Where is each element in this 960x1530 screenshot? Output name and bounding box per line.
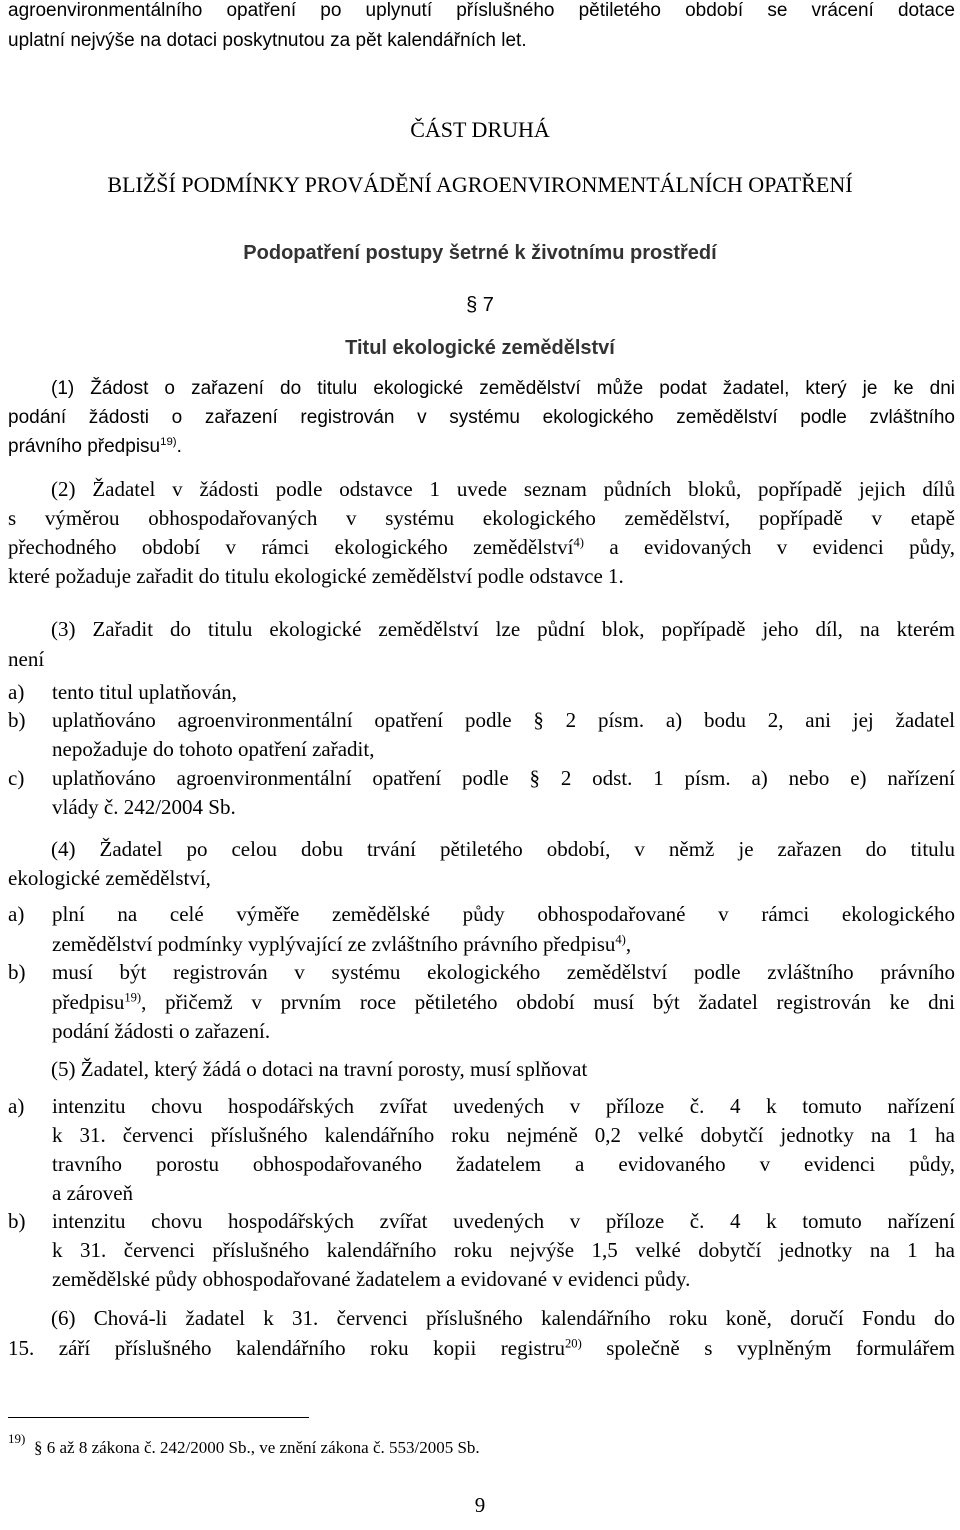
section-number: § 7 <box>466 294 494 316</box>
part-title: BLIŽŠÍ PODMÍNKY PROVÁDĚNÍ AGROENVIRONMENTÁLNÍCH OPATŘENÍ <box>107 172 853 197</box>
p3-line-2: není <box>8 647 45 671</box>
footnote-mark: 19) <box>8 1431 26 1446</box>
p1-line-1: (1) Žádost o zařazení do titulu ekologické zemědělství může podat žadatel, který je ke dni <box>51 378 955 399</box>
carryover-line-2: uplatní nejvýše na dotaci poskytnutou za pět kalendářních let. <box>8 30 527 51</box>
footnote-text: § 6 až 8 zákona č. 242/2000 Sb., ve znění zákona č. 553/2005 Sb. <box>34 1438 480 1457</box>
page-number: 9 <box>474 1493 486 1517</box>
carryover-line-1: agroenvironmentálního opatření po uplynutí příslušného pětiletého období se vrácení dotace <box>8 0 955 21</box>
p2-line-1: (2) Žadatel v žádosti podle odstavce 1 uvede seznam půdních bloků, popřípadě jejich dílů <box>51 477 955 501</box>
footnote-ref-19: 19) <box>160 436 177 449</box>
p2-line-4: které požaduje zařadit do titulu ekologické zemědělství podle odstavce 1. <box>8 564 624 588</box>
p6-line-1: (6) Chová-li žadatel k 31. červenci příslušného kalendářního roku koně, doručí Fondu do <box>51 1306 955 1330</box>
p4-line-1: (4) Žadatel po celou dobu trvání pětiletého období, v němž je zařazen do titulu <box>51 837 955 861</box>
p5-line-1: (5) Žadatel, který žádá o dotaci na travní porosty, musí splňovat <box>51 1057 588 1081</box>
p1-line-3: právního předpisu$^{19)}$. <box>8 436 182 457</box>
part-heading: ČÁST DRUHÁ <box>410 117 550 142</box>
footnote-ref-20: 20) <box>564 1336 582 1351</box>
footnote-ref-4: 4) <box>615 932 626 947</box>
section-title: Titul ekologické zemědělství <box>345 337 615 359</box>
p2-line-3: přechodného období v rámci ekologického zemědělství$^{4)}$ a evidovaných v evidenci půdy, <box>8 535 955 559</box>
p6-line-2: 15. září příslušného kalendářního roku kopii registru$^{20)}$ společně s vyplněným formulářem <box>8 1336 956 1360</box>
footnote-rule <box>8 1417 309 1418</box>
p2-line-2: s výměrou obhospodařovaných v systému ekologického zemědělství, popřípadě v etapě <box>8 506 955 530</box>
footnote-ref-4: 4) <box>573 535 584 550</box>
footnote-ref-19: 19) <box>124 990 142 1005</box>
p1-line-2: podání žádosti o zařazení registrován v systému ekologického zemědělství podle zvláštního <box>8 407 955 428</box>
p3-line-1: (3) Zařadit do titulu ekologické zemědělství lze půdní blok, popřípadě jeho díl, na kterém <box>51 617 955 641</box>
subheading: Podopatření postupy šetrné k životnímu prostředí <box>243 242 717 264</box>
document-page: agroenvironmentálního opatření po uplynutí příslušného pětiletého období se vrácení dotace uplatní nejvýše na dotaci poskytnutou za pět kalendářních let. ČÁST DRUHÁ BLIŽŠÍ PODMÍNKY PROVÁDĚNÍ AGROENVIRONMENTÁLNÍCH OPATŘENÍ Podopatření postupy šetrné k životnímu prostředí § 7 Titul ekologické zemědělství (1) Žádost o zařazení do titulu ekologické zemědělství může podat žadatel, který je ke dni podání žádosti o zařazení registrován v systému ekologického zemědělství podle zvláštního právního předpisu$^{19)}$. (2) Žadatel v žádosti podle odstavce 1 uvede seznam půdních bloků, popřípadě jejich dílů s výměrou obhospodařovaných v systému ekologického zemědělství, popřípadě v etapě přechodného období v rámci ekologického zemědělství$^{4)}$ a evidovaných v evidenci půdy, které požaduje zařadit do titulu ekologické zemědělství podle odstavce 1. (3) Zařadit do titulu ekologické zemědělství lze půdní blok, popřípadě jeho díl, na kterém není a) tento titul uplatňován, b) uplatňováno agroenvironmentální opatření podle § 2 písm. a) bodu 2, ani jej žadatel nepožaduje do tohoto opatření zařadit, c) uplatňováno agroenvironmentální opatření podle § 2 odst. 1 písm. a) nebo e) nařízení vlády č. 242/2004 Sb. (4) Žadatel po celou dobu trvání pětiletého období, v němž je zařazen do titulu ekologické zemědělství, a) plní na celé výměře zemědělské půdy obhospodařované v rámci ekologického zemědělství podmínky vyplývající ze zvláštního právního předpisu$^{4)}$, b) musí být registrován v systému ekologického zemědělství podle zvláštního právního předpisu$^{19)}$, přičemž v prvním roce pětiletého období musí být žadatel registrován ke dni podání žádosti o zařazení. (5) Žadatel, který žádá o dotaci na travní porosty, musí splňovat a) intenzitu chovu hospodářských zvířat uvedených v příloze č. 4 k tomuto nařízení k 31. červenci příslušného kalendářního roku nejméně 0,2 velké dobytčí jednotky na 1 ha travního porostu obhospodařovaného žadatelem a evidovaného v evidenci půdy, a zároveň b) intenzitu chovu hospodářských zvířat uvedených v příloze č. 4 k tomuto nařízení k 31. červenci příslušného kalendářního roku nejvýše 1,5 velké dobytčí jednotky na 1 ha zemědělské půdy obhospodařované žadatelem a evidované v evidenci půdy. (6) Chová-li žadatel k 31. červenci příslušného kalendářního roku koně, doručí Fondu do 15. září příslušného kalendářního roku kopii registru$^{20)}$ společně s vyplněným formulářem 19) § 6 až 8 zákona č. 242/2000 Sb., ve znění zákona č. 553/2005 Sb. 9 <box>0 0 960 1530</box>
p4-line-2: ekologické zemědělství, <box>8 866 211 890</box>
